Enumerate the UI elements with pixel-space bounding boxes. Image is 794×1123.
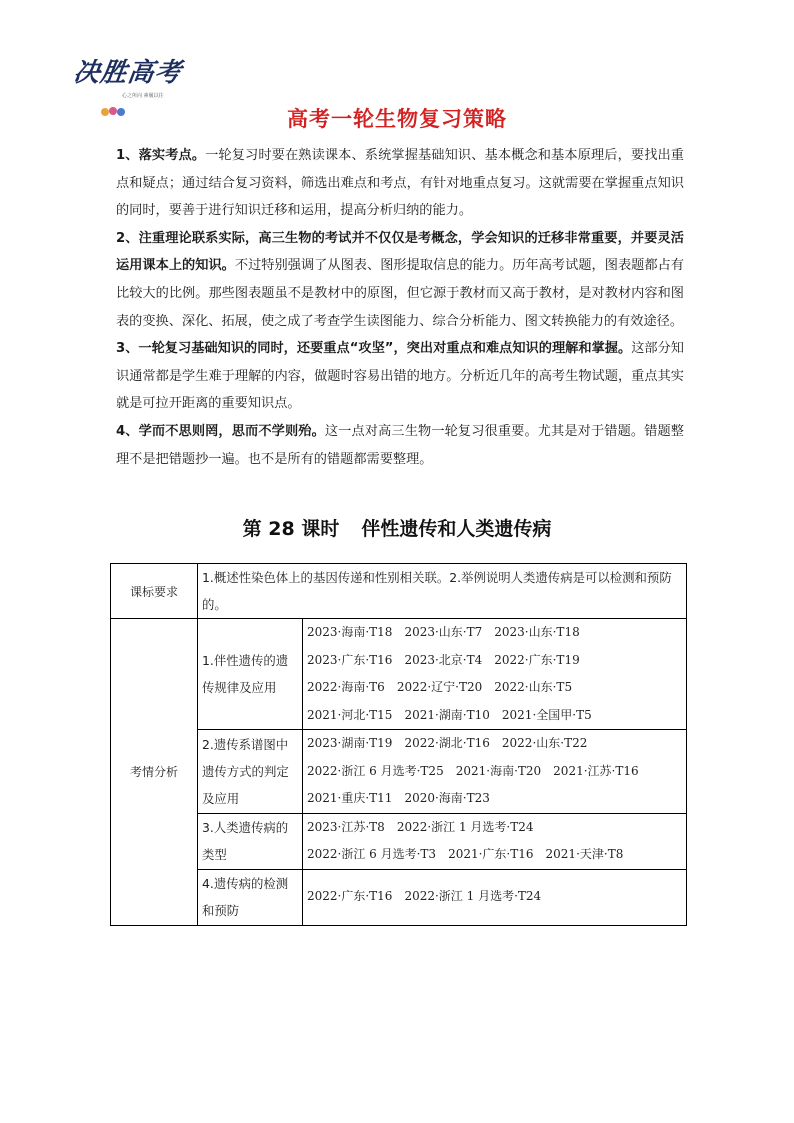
exam-reference: 2021·海南·T20 [455, 763, 542, 778]
exam-reference: 2023·海南·T18 [307, 625, 393, 639]
reference-line [307, 883, 682, 911]
references-cell [303, 730, 687, 814]
exam-reference: 2021·全国甲·T5 [501, 707, 592, 722]
topic-cell: 4.遗传病的检测和预防 [198, 869, 303, 925]
tip-3-lead: 3、一轮复习基础知识的同时，还要重点“攻坚”，突出对重点和难点知识的理解和掌握。 [116, 341, 632, 357]
reference-line [307, 702, 682, 730]
exam-reference: 2022·浙江 6 月选考·T25 [307, 763, 444, 778]
table-row [111, 730, 687, 814]
reference-line [307, 785, 682, 813]
exam-reference: 2022·山东·T22 [501, 736, 588, 750]
exam-reference: 2021·湖南·T10 [404, 707, 490, 722]
references-cell [303, 869, 687, 925]
exam-reference: 2020·海南·T23 [404, 791, 490, 805]
exam-reference: 2021·重庆·T11 [307, 791, 393, 805]
exam-reference: 2023·山东·T18 [494, 625, 580, 639]
lesson-name: 伴性遗传和人类遗传病 [361, 518, 552, 540]
exam-reference: 2022·广东·T19 [494, 652, 580, 667]
requirement-label: 课标要求 [111, 564, 198, 619]
references-cell [303, 619, 687, 730]
exam-reference: 2023·北京·T4 [404, 652, 483, 667]
reference-line [307, 674, 682, 702]
references-cell [303, 813, 687, 869]
exam-reference: 2023·广东·T16 [307, 652, 393, 667]
exam-reference: 2022·浙江 6 月选考·T3 [307, 847, 437, 861]
logo-text: 决胜高考 [71, 58, 184, 88]
exam-reference: 2022·浙江 1 月选考·T24 [396, 819, 534, 834]
exam-reference: 2023·江苏·T8 [307, 819, 385, 834]
tip-4-body: 这一点对高三生物一轮复习很重要。尤其是对于错题。错题整理不是把错题抄一遍。也不是所有的错题都需要整理。 [116, 423, 684, 467]
tip-2-lead: 2、注重理论联系实际，高三生物的考试并不仅仅是考概念，学会知识的迁移非常重要，并要灵活运用课本上的知识。 [116, 230, 684, 274]
tip-2-body: 不过特别强调了从图表、图形提取信息的能力。历年高考试题，图表题都占有比较大的比例。那些图表题虽不是教材中的原图，但它源于教材而又高于教材，是对教材内容和图表的变换、深化、拓展，使之成了考查学生读图能力、综合分析能力、图文转换能力的有效途径。 [116, 258, 684, 329]
tip-3 [116, 335, 684, 418]
table-row [111, 619, 687, 730]
table-row [111, 869, 687, 925]
reference-line [307, 730, 682, 758]
exam-reference: 2023·湖南·T19 [307, 736, 393, 750]
table-row [111, 564, 687, 619]
reference-line [307, 814, 682, 842]
topic-cell: 1.伴性遗传的遗传规律及应用 [198, 619, 303, 730]
reference-line [307, 619, 682, 647]
tip-4-lead: 4、学而不思则罔，思而不学则殆。 [116, 423, 325, 439]
exam-reference: 2022·湖北·T16 [404, 736, 490, 750]
tip-4 [116, 418, 684, 473]
table-row [111, 813, 687, 869]
topic-cell: 2.遗传系谱图中遗传方式的判定及应用 [198, 730, 303, 814]
analysis-label: 考情分析 [111, 619, 198, 926]
exam-reference: 2021·广东·T16 [448, 847, 534, 861]
exam-reference: 2022·海南·T6 [307, 680, 385, 694]
requirement-text: 1.概述性染色体上的基因传递和性别相关联。2.举例说明人类遗传病是可以检测和预防的。 [198, 564, 687, 619]
exam-reference: 2023·山东·T7 [404, 625, 483, 639]
logo-subtitle: 心之所向 素履以往 [122, 93, 164, 99]
tip-2 [116, 225, 684, 335]
tip-1 [116, 142, 684, 225]
curriculum-table [110, 563, 687, 926]
topic-cell: 3.人类遗传病的类型 [198, 813, 303, 869]
lesson-number: 第 28 课时 [242, 518, 340, 540]
exam-reference: 2021·江苏·T16 [553, 763, 639, 778]
exam-reference: 2022·浙江 1 月选考·T24 [404, 889, 542, 904]
tip-3-body: 这部分知识通常都是学生难于理解的内容，做题时容易出错的地方。分析近几年的高考生物试题，重点其实就是可拉开距离的重要知识点。 [116, 341, 684, 412]
exam-reference: 2021·河北·T15 [307, 707, 393, 722]
strategy-tips [116, 142, 684, 473]
reference-line [307, 647, 682, 675]
page-title: 高考一轮生物复习策略 [287, 107, 507, 131]
exam-reference: 2022·山东·T5 [494, 680, 573, 694]
lesson-title [0, 514, 794, 541]
tip-1-body: 一轮复习时要在熟读课本、系统掌握基础知识、基本概念和基本原理后，要找出重点和疑点；通过结合复习资料，筛选出难点和考点，有针对地重点复习。这就需要在掌握重点知识的同时，要善于进行知识迁移和运用，提高分析归纳的能力。 [116, 148, 684, 219]
exam-reference: 2022·辽宁·T20 [396, 680, 483, 694]
reference-line [307, 841, 682, 869]
reference-line [307, 758, 682, 786]
exam-reference: 2021·天津·T8 [545, 847, 624, 861]
exam-reference: 2022·广东·T16 [307, 889, 393, 904]
tip-1-lead: 1、落实考点。 [116, 148, 206, 163]
